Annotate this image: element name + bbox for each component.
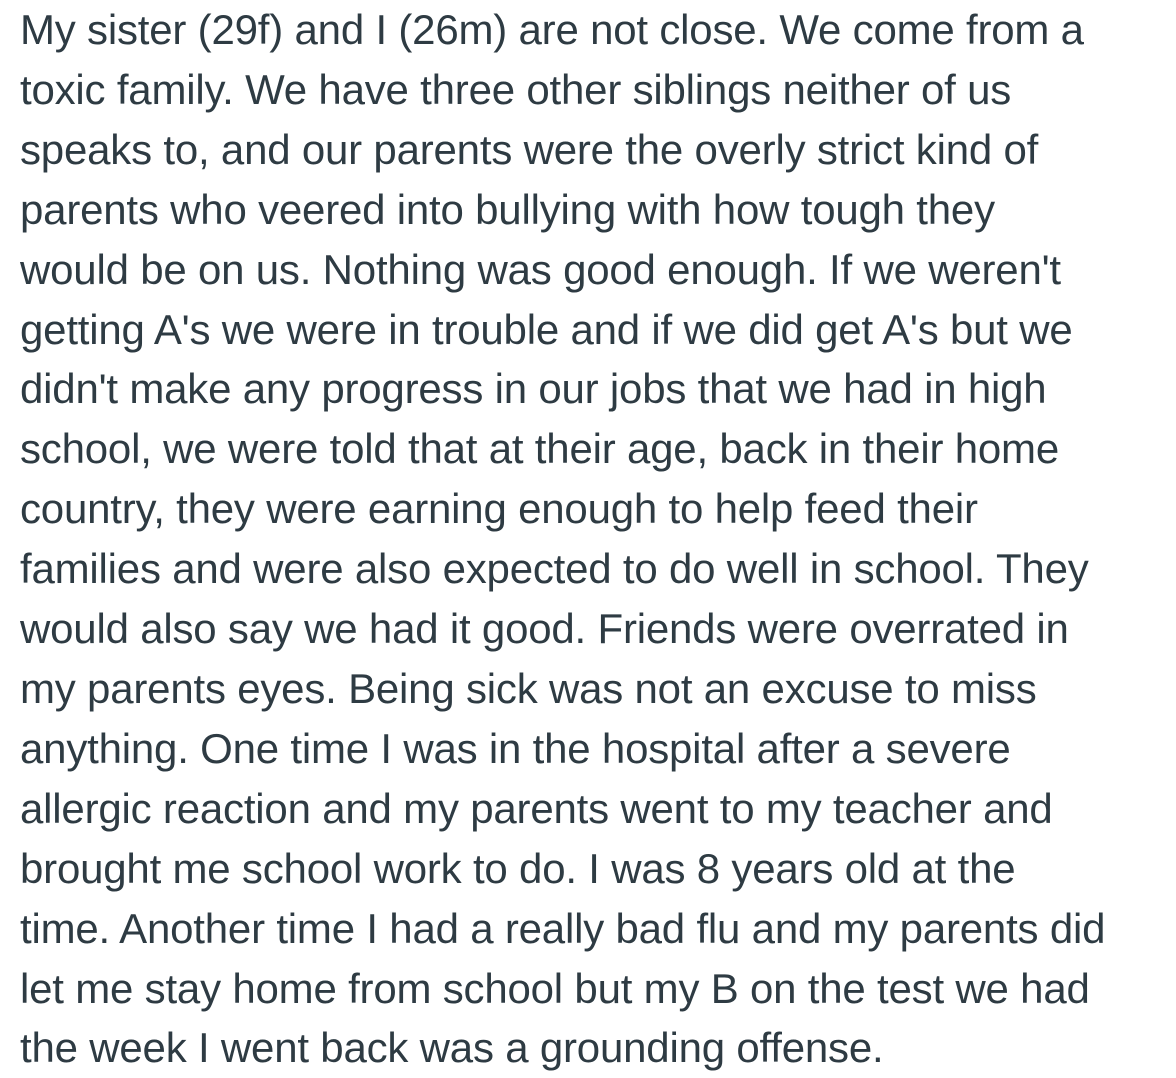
text-line: the week I went back was a grounding offense. — [20, 1024, 884, 1072]
text-line: getting A's we were in trouble and if we did get A's but we — [20, 305, 1073, 353]
text-line: let me stay home from school but my B on the test we had — [20, 964, 1090, 1012]
text-line: toxic family. We have three other siblings neither of us — [20, 65, 1012, 113]
text-line: brought me school work to do. I was 8 years old at the — [20, 844, 1016, 892]
text-line: school, we were told that at their age, back in their home — [20, 425, 1059, 473]
text-line: parents who veered into bullying with how tough they — [20, 185, 995, 233]
text-line: families and were also expected to do well in school. They — [20, 545, 1089, 593]
text-line: anything. One time I was in the hospital after a severe — [20, 724, 1011, 772]
text-line: My sister (29f) and I (26m) are not close. We come from a — [20, 6, 1084, 53]
text-line: would also say we had it good. Friends were overrated in — [20, 605, 1069, 653]
text-line: would be on us. Nothing was good enough. If we weren't — [20, 245, 1061, 293]
text-line: country, they were earning enough to help feed their — [20, 485, 978, 533]
text-line: didn't make any progress in our jobs that we had in high — [20, 365, 1047, 413]
text-line: speaks to, and our parents were the overly strict kind of — [20, 125, 1039, 173]
text-line: my parents eyes. Being sick was not an excuse to miss — [20, 664, 1037, 712]
text-line: allergic reaction and my parents went to my teacher and — [20, 784, 1053, 832]
text-line: time. Another time I had a really bad flu and my parents did — [20, 904, 1106, 952]
